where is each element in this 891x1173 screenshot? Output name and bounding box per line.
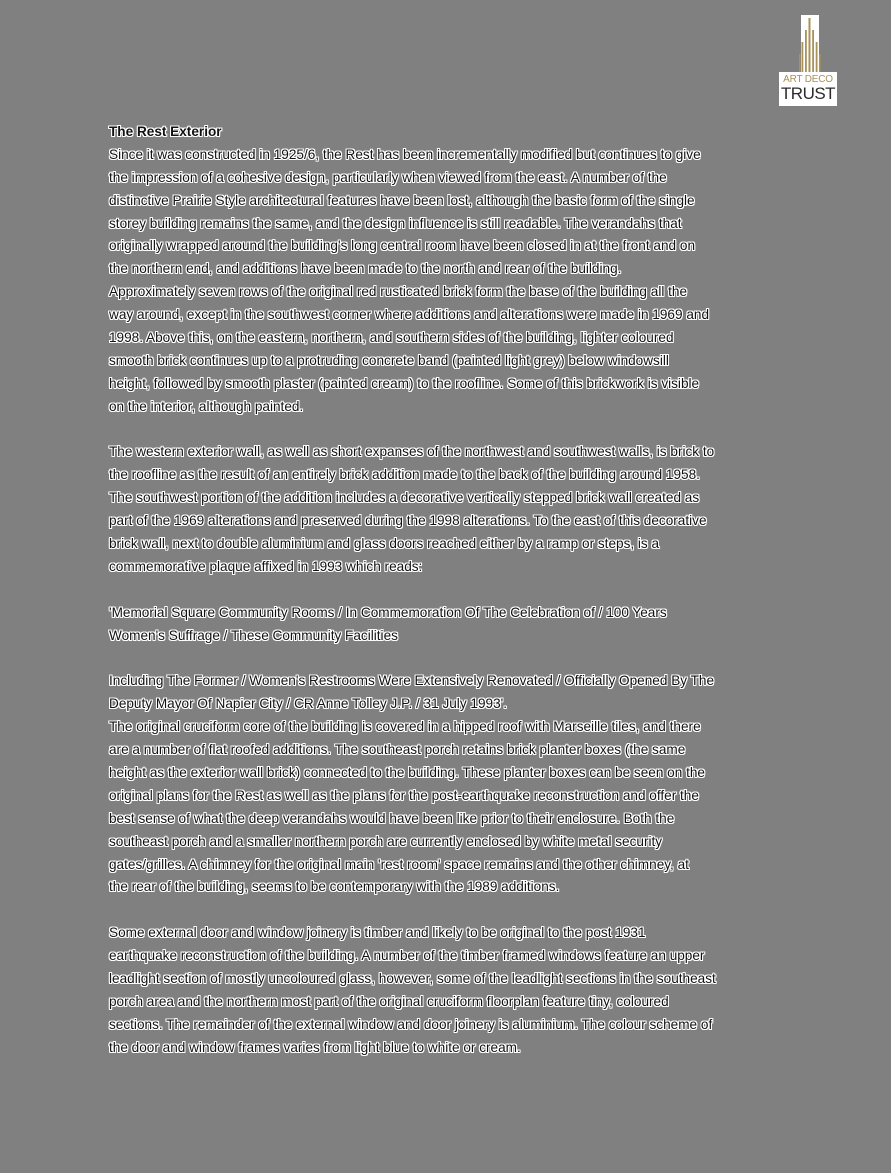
text-line: 1998. Above this, on the eastern, northern, and southern sides of the building, lighter coloured — [109, 330, 674, 346]
text-line: The original cruciform core of the building is covered in a hipped roof with Marseille tiles, and there — [109, 719, 701, 735]
text-line: 'Memorial Square Community Rooms / In Commemoration Of The Celebration of / 100 Years — [109, 604, 667, 620]
logo-text-trust: TRUST — [780, 84, 836, 103]
text-line: Approximately seven rows of the original red rusticated brick form the base of the building all the — [109, 284, 688, 300]
text-line: the door and window frames varies from light blue to white or cream. — [109, 1039, 521, 1055]
paragraph-4 — [109, 670, 789, 899]
text-line: The southwest portion of the addition includes a decorative vertically stepped brick wall created as — [109, 490, 700, 506]
text-line: southeast porch and a smaller northern porch are currently enclosed by white metal security — [109, 833, 663, 849]
stepped-tower-icon — [799, 16, 821, 74]
text-line: brick wall, next to double aluminium and glass doors reached either by a ramp or steps, is a — [109, 536, 660, 552]
text-line: the roofline as the result of an entirely brick addition made to the back of the building around 1958. — [109, 467, 700, 483]
paragraph-2 — [109, 441, 789, 578]
section-heading: The Rest Exterior — [109, 124, 222, 139]
paragraph-1 — [109, 144, 789, 419]
text-line: Since it was constructed in 1925/6, the Rest has been incrementally modified but continues to give — [109, 146, 701, 162]
text-line: original plans for the Rest as well as the plans for the post-earthquake reconstruction and offer the — [109, 787, 699, 803]
text-line: Some external door and window joinery is timber and likely to be original to the post 1931 — [109, 925, 646, 941]
text-line: height, followed by smooth plaster (painted cream) to the roofline. Some of this brickwork is visible — [109, 375, 700, 391]
text-line: earthquake reconstruction of the building. A number of the timber framed windows feature an upper — [109, 948, 705, 964]
document-body — [109, 121, 789, 1060]
paragraph-gap — [109, 579, 789, 602]
text-line: best sense of what the deep verandahs would have been like prior to their enclosure. Both the — [109, 810, 675, 826]
paragraph-5 — [109, 922, 789, 1059]
text-line: the rear of the building, seems to be contemporary with the 1989 additions. — [109, 879, 560, 895]
art-deco-trust-logo — [779, 15, 837, 106]
logo-text-art-deco: ART DECO — [783, 74, 833, 85]
paragraph-gap — [109, 899, 789, 922]
text-line: Deputy Mayor Of Napier City / CR Anne Tolley J.P. / 31 July 1993'. — [109, 696, 508, 712]
text-line: smooth brick continues up to a protruding concrete band (painted light grey) below windowsill — [109, 352, 669, 368]
text-line: way around, except in the southwest corner where additions and alterations were made in 1969 and — [109, 307, 710, 323]
text-line: the northern end, and additions have been made to the north and rear of the building. — [109, 261, 622, 277]
text-line: sections. The remainder of the external window and door joinery is aluminium. The colour scheme of — [109, 1016, 713, 1032]
text-line: porch area and the northern most part of the original cruciform floorplan feature tiny, coloured — [109, 993, 669, 1009]
text-line: Women's Suffrage / These Community Facilities — [109, 627, 398, 643]
text-line: storey building remains the same, and the design influence is still readable. The verandahs that — [109, 215, 682, 231]
text-line: part of the 1969 alterations and preserved during the 1998 alterations. To the east of this decorative — [109, 513, 707, 529]
text-line: gates/grilles. A chimney for the original main 'rest room' space remains and the other chimney, at — [109, 856, 689, 872]
plaque-quote — [109, 602, 789, 648]
paragraph-gap — [109, 647, 789, 670]
text-line: The western exterior wall, as well as short expanses of the northwest and southwest walls, is brick to — [109, 444, 715, 460]
text-line: on the interior, although painted. — [109, 398, 304, 414]
text-line: commemorative plaque affixed in 1993 which reads: — [109, 558, 423, 574]
paragraph-gap — [109, 419, 789, 442]
text-line: the impression of a cohesive design, particularly when viewed from the east. A number of the — [109, 169, 667, 185]
text-line: Including The Former / Women's Restrooms Were Extensively Renovated / Officially Opened By The — [109, 673, 715, 689]
text-line: originally wrapped around the building's long central room have been closed in at the front and on — [109, 238, 695, 254]
text-line: are a number of flat roofed additions. The southeast porch retains brick planter boxes (the same — [109, 742, 686, 758]
text-line: distinctive Prairie Style architectural features have been lost, although the basic form of the single — [109, 192, 695, 208]
text-line: leadlight section of mostly uncoloured glass, however, some of the leadlight sections in the southeast — [109, 970, 716, 986]
text-line: height as the exterior wall brick) connected to the building. These planter boxes can be seen on the — [109, 764, 705, 780]
